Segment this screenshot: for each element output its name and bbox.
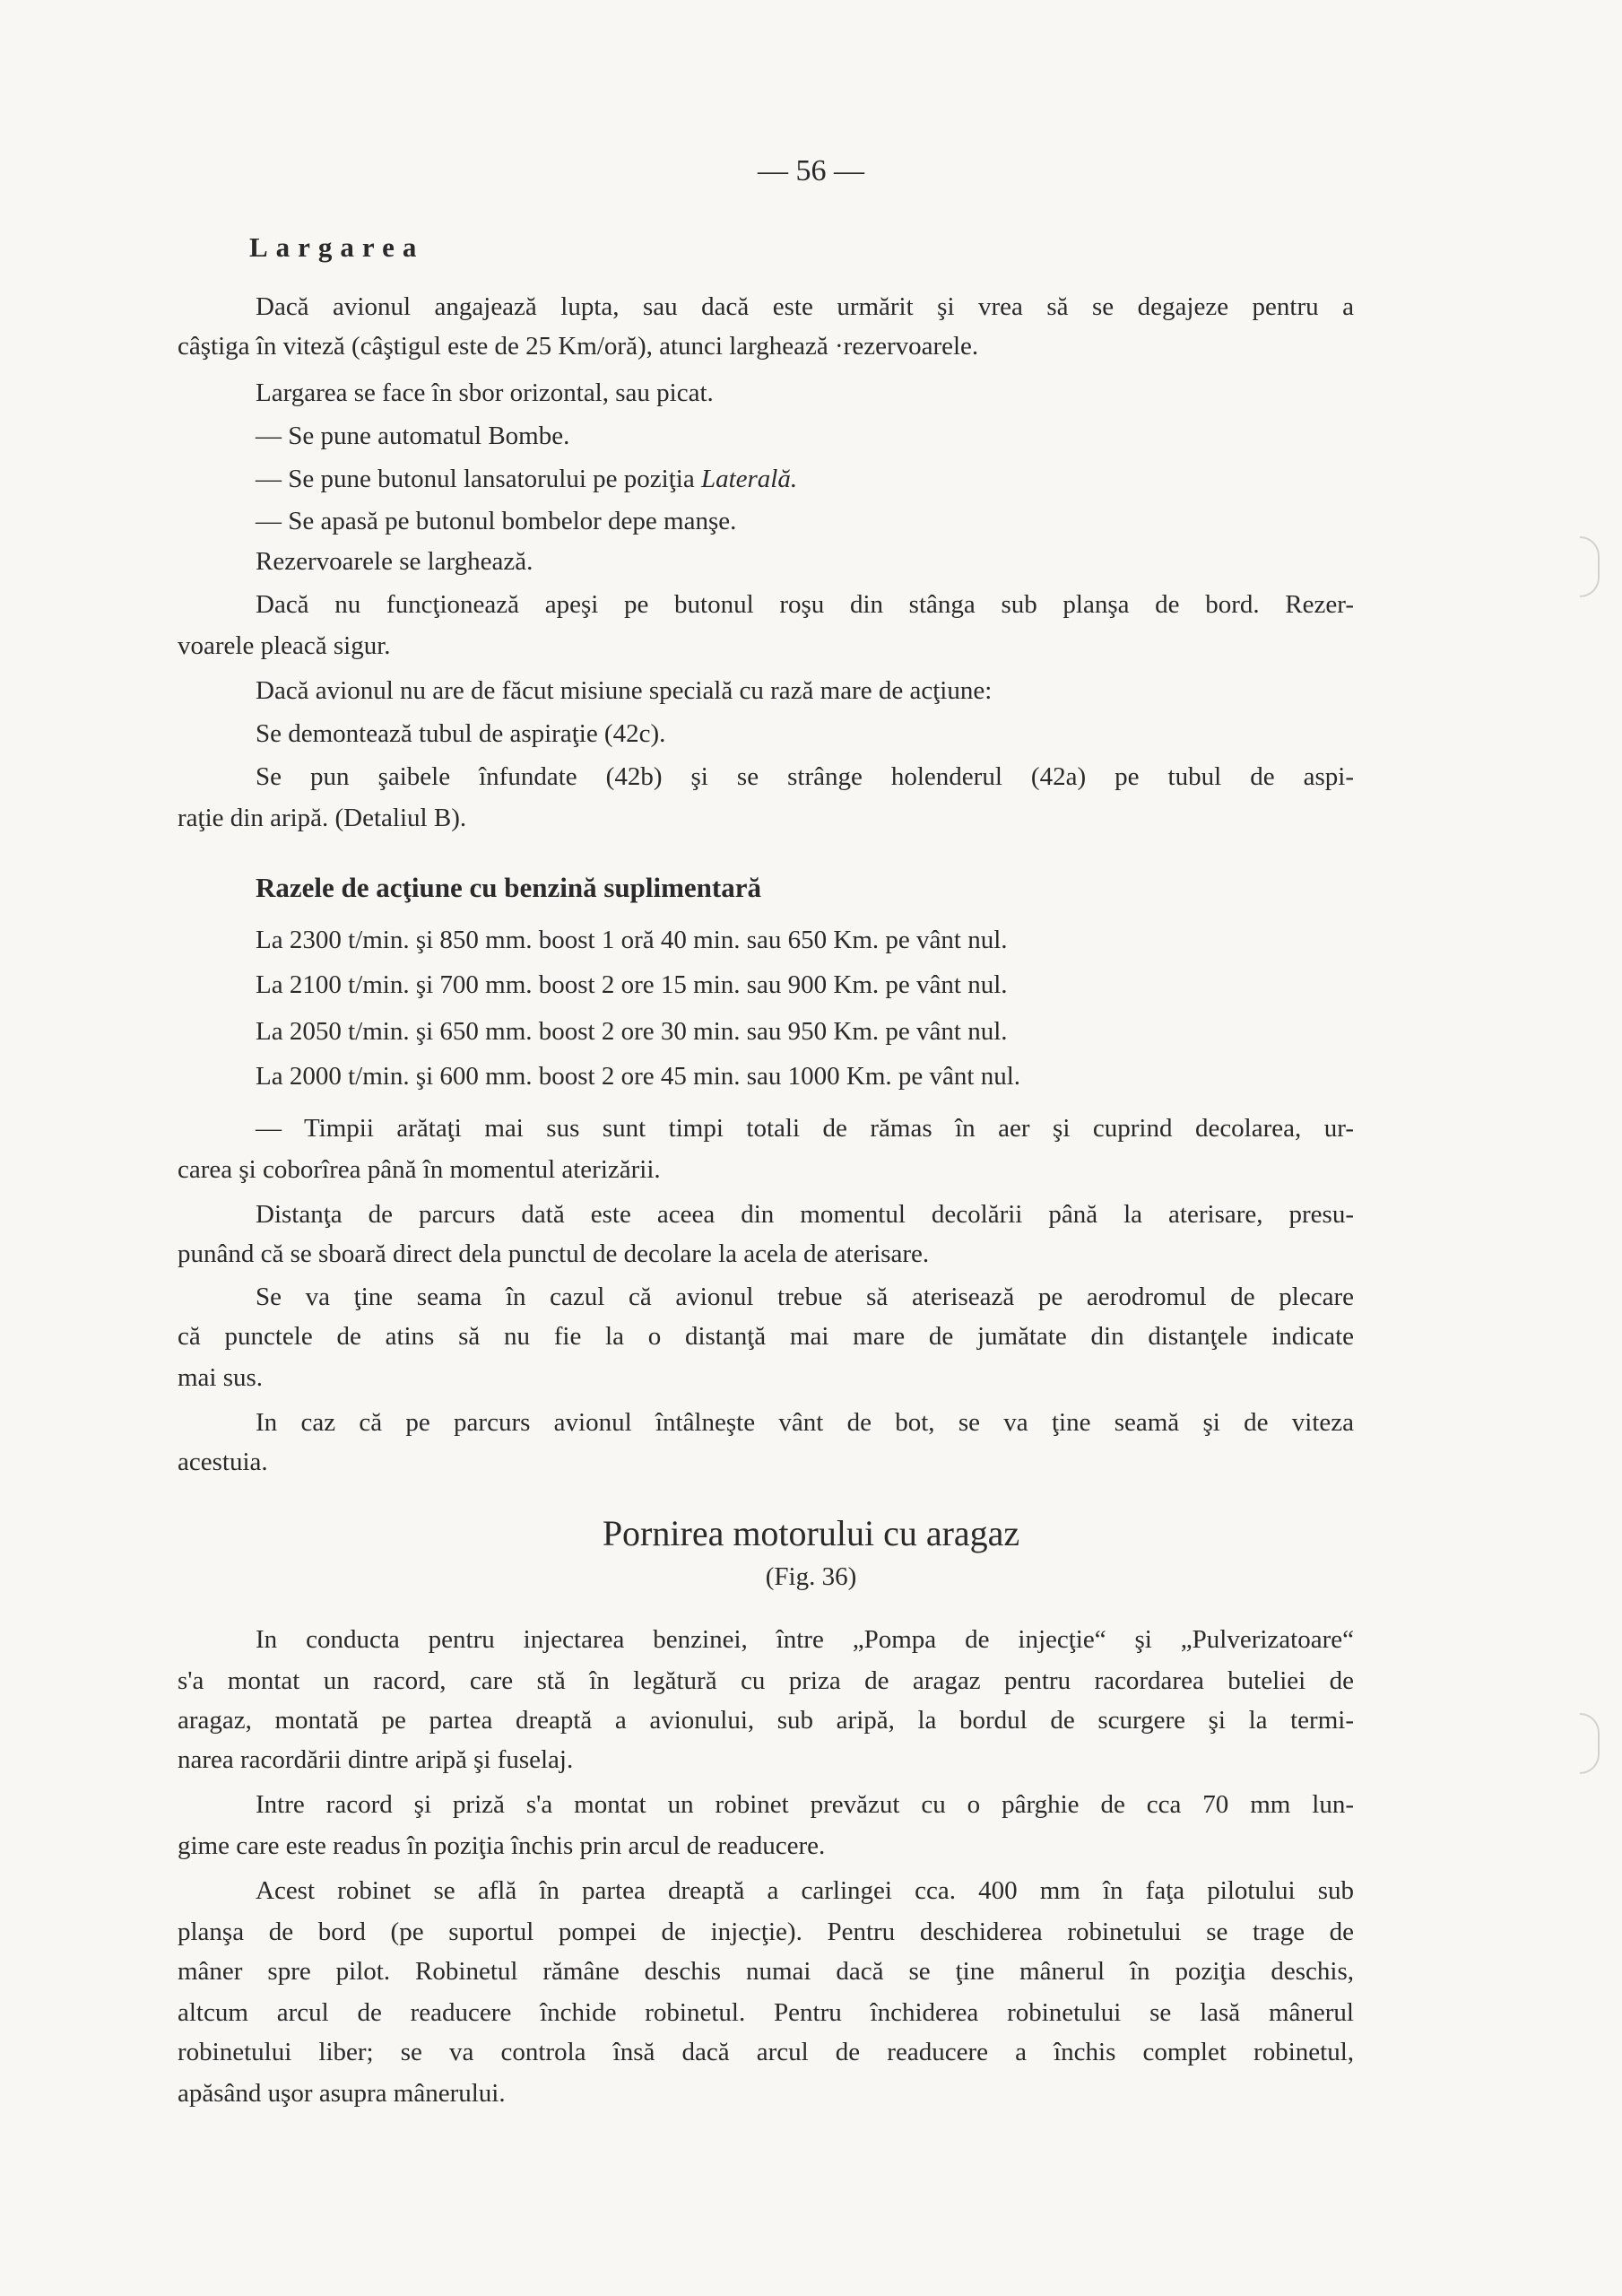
section-title-razele: Razele de acţiune cu benzină suplimentară [256,872,761,903]
range-row: La 2300 t/min. şi 850 mm. boost 1 oră 40 min. sau 650 Km. pe vânt nul. [256,926,1008,954]
paragraph-line: acestuia. [178,1448,268,1476]
paragraph-line: robinetului liber; se va controla însă dacă arcul de readucere a închis complet robinetul, [178,2038,1354,2066]
paragraph-line: Rezervoarele se larghează. [256,547,533,576]
section-title-largarea: Largarea [249,231,425,263]
paragraph-line: Distanţa de parcurs dată este aceea din momentul decolării până la aterisare, presu- [256,1200,1354,1229]
paragraph-line: punând că se sboară direct dela punctul de decolare la acela de aterisare. [178,1239,930,1268]
paragraph-line: mâner spre pilot. Robinetul rămâne deschis numai dacă se ţine mânerul în poziţia deschis, [178,1957,1354,1986]
punch-hole-mark [1580,536,1600,597]
paragraph-text: — Se pune butonul lansatorului pe poziţia [256,465,701,493]
paragraph-line: voarele pleacă sigur. [178,631,391,660]
punch-hole-mark [1580,1713,1600,1774]
paragraph-line: Se pun şaibele înfundate (42b) şi se strânge holenderul (42a) pe tubul de aspi- [256,762,1354,791]
paragraph-line: Se demontează tubul de aspiraţie (42c). [256,719,666,748]
paragraph-line: planşa de bord (pe suportul pompei de injecţie). Pentru deschiderea robinetului se trage de [178,1918,1354,1946]
paragraph-line: Dacă avionul angajează lupta, sau dacă este urmărit şi vrea să se degajeze pentru a [256,292,1354,321]
paragraph-line: raţie din aripă. (Detaliul B). [178,804,467,832]
paragraph-line: — Se pune automatul Bombe. [256,422,570,450]
paragraph-line: aragaz, montată pe partea dreaptă a avionului, sub aripă, la bordul de scurgere şi la termi- [178,1706,1354,1735]
paragraph-line: apăsând uşor asupra mânerului. [178,2079,506,2108]
range-row: La 2000 t/min. şi 600 mm. boost 2 ore 45 min. sau 1000 Km. pe vânt nul. [256,1062,1021,1091]
paragraph-line: Dacă nu funcţionează apeşi pe butonul roşu din stânga sub planşa de bord. Rezer- [256,590,1354,619]
paragraph-line: — Timpii arătaţi mai sus sunt timpi totali de rămas în aer şi cuprind decolarea, ur- [256,1114,1354,1143]
paragraph-line: In conducta pentru injectarea benzinei, între „Pompa de injecţie“ şi „Pulverizatoare“ [256,1625,1354,1654]
paragraph-line: gime care este readus în poziţia închis prin arcul de readucere. [178,1831,826,1860]
paragraph-line: Largarea se face în sbor orizontal, sau picat. [256,378,714,407]
range-row: La 2050 t/min. şi 650 mm. boost 2 ore 30 min. sau 950 Km. pe vânt nul. [256,1017,1008,1046]
range-row: La 2100 t/min. şi 700 mm. boost 2 ore 15 min. sau 900 Km. pe vânt nul. [256,970,1008,999]
emphasis-text: Laterală. [700,465,798,493]
paragraph-line: — Se apasă pe butonul bombelor depe manşe. [256,507,737,535]
paragraph-line: Dacă avionul nu are de făcut misiune specială cu rază mare de acţiune: [256,676,993,705]
page-number: — 56 — [758,154,864,187]
paragraph-line: s'a montat un racord, care stă în legătură cu priza de aragaz pentru racordarea buteliei de [178,1666,1354,1695]
paragraph-line: câştiga în viteză (câştigul este de 25 Km/oră), atunci larghează ·rezervoarele. [178,332,979,361]
paragraph-line: narea racordării dintre aripă şi fuselaj. [178,1745,574,1774]
paragraph-line [256,463,797,495]
paragraph-line: mai sus. [178,1363,264,1392]
paragraph-line: altcum arcul de readucere închide robinetul. Pentru închiderea robinetului se lasă mânerul [178,1998,1354,2027]
paragraph-line: Intre racord şi priză s'a montat un robinet prevăzut cu o pârghie de cca 70 mm lun- [256,1790,1354,1819]
section-title-pornirea: Pornirea motorului cu aragaz [602,1513,1020,1553]
paragraph-line: Se va ţine seama în cazul că avionul trebue să aterisează pe aerodromul de plecare [256,1283,1354,1311]
paragraph-line: carea şi coborîrea până în momentul aterizării. [178,1155,661,1184]
figure-reference: (Fig. 36) [765,1562,857,1591]
paragraph-line: că punctele de atins să nu fie la o distanţă mai mare de jumătate din distanţele indicate [178,1322,1354,1351]
paragraph-line: In caz că pe parcurs avionul întâlneşte vânt de bot, se va ţine seamă şi de viteza [256,1408,1354,1437]
paragraph-line: Acest robinet se află în partea dreaptă a carlingei cca. 400 mm în faţa pilotului sub [256,1876,1354,1905]
